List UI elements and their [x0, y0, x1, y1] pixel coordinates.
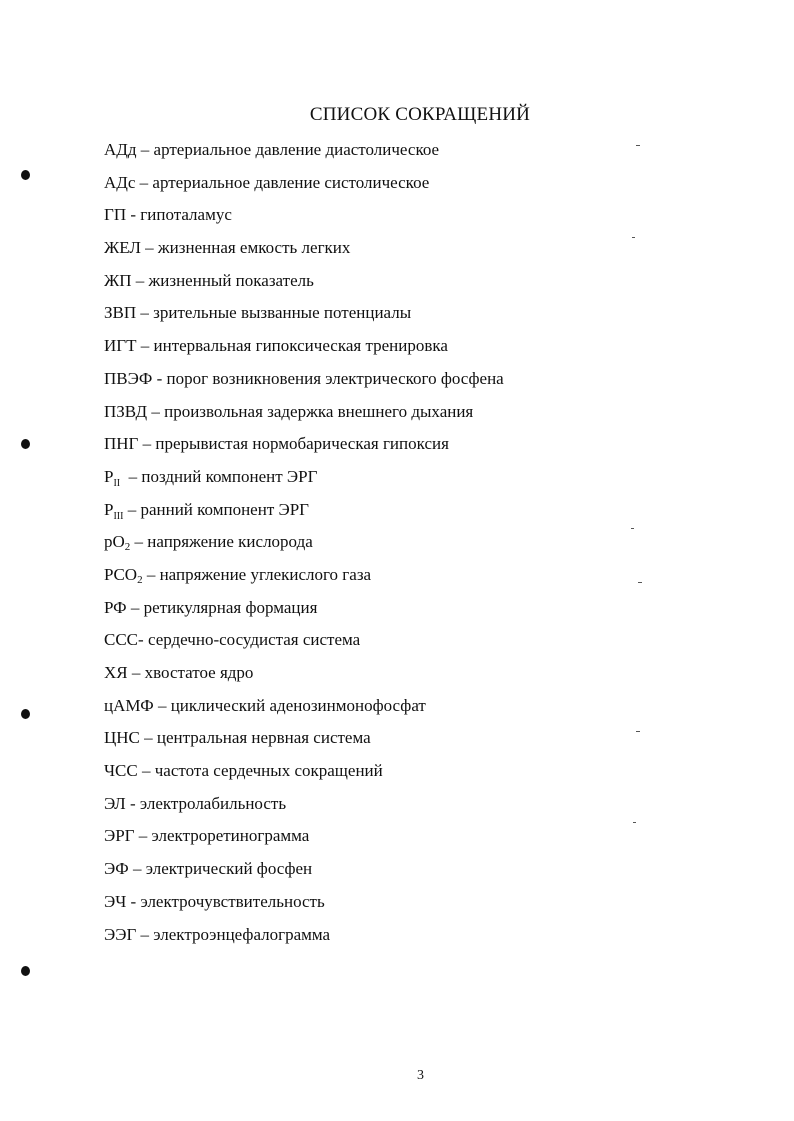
page-title: СПИСОК СОКРАЩЕНИЙ — [309, 104, 531, 125]
abbreviation-separator: – — [153, 695, 171, 715]
abbreviation-separator: – — [136, 140, 154, 159]
abbreviation-definition: центральная нервная система — [156, 728, 371, 748]
abbreviation-term: ЭЛ — [104, 793, 126, 813]
abbreviation-item — [104, 628, 504, 661]
abbreviation-subscript: II — [113, 477, 121, 489]
abbreviation-term: ССС — [104, 630, 139, 650]
abbreviation-separator: – — [128, 859, 146, 879]
abbreviation-term: pO — [104, 532, 125, 552]
abbreviation-item — [104, 759, 504, 792]
scan-speck — [638, 582, 642, 583]
scan-speck — [631, 528, 634, 529]
abbreviation-definition: электрочувствительность — [140, 891, 325, 911]
abbreviation-separator: – — [142, 564, 160, 584]
abbreviation-separator: – — [135, 172, 153, 192]
abbreviation-separator: - — [125, 793, 140, 813]
abbreviation-item — [104, 530, 504, 563]
abbreviation-item — [104, 432, 504, 465]
abbreviation-item — [104, 138, 504, 171]
abbreviation-definition: порог возникновения электрического фосфена — [166, 368, 504, 388]
punch-hole-mark — [21, 966, 30, 976]
abbreviation-separator: – — [130, 532, 148, 552]
scan-speck — [632, 237, 635, 238]
abbreviation-term: ЭЭГ — [104, 924, 137, 944]
abbreviation-definition: напряжение кислорода — [147, 532, 313, 552]
abbreviation-term: ЗВП — [104, 303, 137, 323]
abbreviation-definition: интервальная гипоксическая тренировка — [153, 336, 448, 356]
abbreviation-definition: хвостатое ядро — [144, 663, 254, 682]
abbreviation-definition: ретикулярная формация — [143, 597, 318, 617]
abbreviation-item — [104, 824, 504, 857]
abbreviation-item — [104, 890, 504, 923]
abbreviation-item — [104, 334, 504, 367]
abbreviation-definition: сердечно-сосудистая система — [147, 630, 361, 650]
abbreviation-term: ГП — [104, 205, 127, 225]
abbreviation-separator: - — [126, 891, 141, 911]
abbreviation-definition: электролабильность — [139, 793, 287, 813]
abbreviation-term: ИГТ — [104, 336, 137, 356]
abbreviation-separator: – — [136, 336, 154, 356]
abbreviation-definition: жизненный показатель — [148, 270, 314, 290]
abbreviation-definition: ранний компонент ЭРГ — [140, 499, 310, 519]
abbreviation-separator: – — [136, 924, 154, 944]
abbreviation-separator: – — [140, 238, 158, 258]
abbreviation-term: ЭФ — [104, 859, 129, 879]
abbreviation-item — [104, 400, 504, 433]
abbreviation-definition: электроэнцефалограмма — [153, 924, 331, 944]
abbreviation-item — [104, 171, 504, 204]
abbreviation-separator: – — [131, 270, 149, 290]
abbreviation-term: АДд — [104, 140, 137, 159]
abbreviation-term: ЭРГ — [104, 826, 135, 846]
abbreviation-separator: - — [126, 205, 141, 225]
abbreviation-term: P — [104, 499, 114, 519]
abbreviation-separator: – — [139, 728, 157, 748]
abbreviation-separator: - — [152, 368, 167, 388]
abbreviation-item — [104, 726, 504, 759]
abbreviation-item — [104, 596, 504, 629]
abbreviation-definition: произвольная задержка внешнего дыхания — [164, 401, 474, 421]
abbreviation-item — [104, 269, 504, 302]
abbreviation-subscript: III — [113, 510, 124, 522]
abbreviation-term: РФ — [104, 597, 127, 617]
abbreviation-term: цАМФ — [104, 695, 154, 715]
abbreviation-definition: циклический аденозинмонофосфат — [170, 695, 426, 715]
abbreviation-term: ЦНС — [104, 728, 140, 748]
abbreviation-definition: частота сердечных сокращений — [154, 761, 383, 781]
abbreviation-definition: зрительные вызванные потенциалы — [153, 303, 412, 323]
punch-hole-mark — [21, 439, 30, 449]
scan-speck — [636, 145, 640, 146]
abbreviation-item — [104, 367, 504, 400]
abbreviation-term: ЧСС — [104, 761, 138, 781]
scan-speck — [636, 731, 640, 732]
abbreviation-item — [104, 857, 504, 890]
abbreviation-definition: напряжение углекислого газа — [159, 564, 372, 584]
punch-hole-mark — [21, 170, 30, 180]
abbreviation-term: ЭЧ — [104, 891, 127, 911]
abbreviation-item — [104, 792, 504, 825]
abbreviation-separator: – — [126, 597, 144, 617]
abbreviation-item — [104, 301, 504, 334]
abbreviation-item — [104, 465, 504, 498]
abbreviation-definition: электроретинограмма — [151, 826, 310, 846]
abbreviation-subscript: 2 — [137, 573, 143, 586]
page-number: 3 — [417, 1068, 424, 1083]
abbreviation-item — [104, 498, 504, 531]
abbreviation-definition: прерывистая нормобарическая гипоксия — [155, 434, 449, 454]
abbreviation-term: ПВЭФ — [104, 368, 153, 388]
abbreviation-item — [104, 236, 504, 269]
abbreviation-definition: жизненная емкость легких — [157, 238, 351, 258]
abbreviation-separator: – — [136, 303, 154, 323]
abbreviation-separator: – — [120, 466, 142, 486]
abbreviation-term: ЖП — [104, 270, 132, 290]
abbreviation-definition: гипоталамус — [140, 205, 232, 225]
abbreviation-item — [104, 923, 504, 956]
abbreviation-definition: артериальное давление диастолическое — [153, 140, 440, 159]
abbreviation-separator: – — [123, 499, 141, 519]
abbreviation-definition: электрический фосфен — [145, 859, 313, 879]
abbreviation-item — [104, 203, 504, 236]
abbreviation-separator: – — [138, 434, 156, 454]
abbreviation-term: ПНГ — [104, 434, 139, 454]
scan-speck — [633, 822, 636, 823]
abbreviation-separator: – — [127, 663, 145, 682]
abbreviation-item — [104, 694, 504, 727]
abbreviation-term: ХЯ — [104, 663, 128, 682]
abbreviation-separator: – — [147, 401, 165, 421]
abbreviation-item — [104, 661, 504, 694]
abbreviation-separator: - — [138, 630, 148, 650]
abbreviation-term: P — [104, 466, 114, 486]
abbreviation-list — [104, 138, 504, 955]
abbreviation-term: PCO — [104, 564, 138, 584]
punch-hole-mark — [21, 709, 30, 719]
abbreviation-term: ЖЕЛ — [104, 238, 141, 258]
abbreviation-subscript: 2 — [124, 541, 131, 554]
abbreviation-term: АДс — [104, 172, 136, 192]
abbreviation-separator: – — [137, 761, 155, 781]
abbreviation-item — [104, 563, 504, 596]
abbreviation-separator: – — [134, 826, 152, 846]
abbreviation-definition: артериальное давление систолическое — [152, 172, 430, 192]
abbreviation-definition: поздний компонент ЭРГ — [141, 466, 318, 486]
abbreviation-term: ПЗВД — [104, 401, 148, 421]
